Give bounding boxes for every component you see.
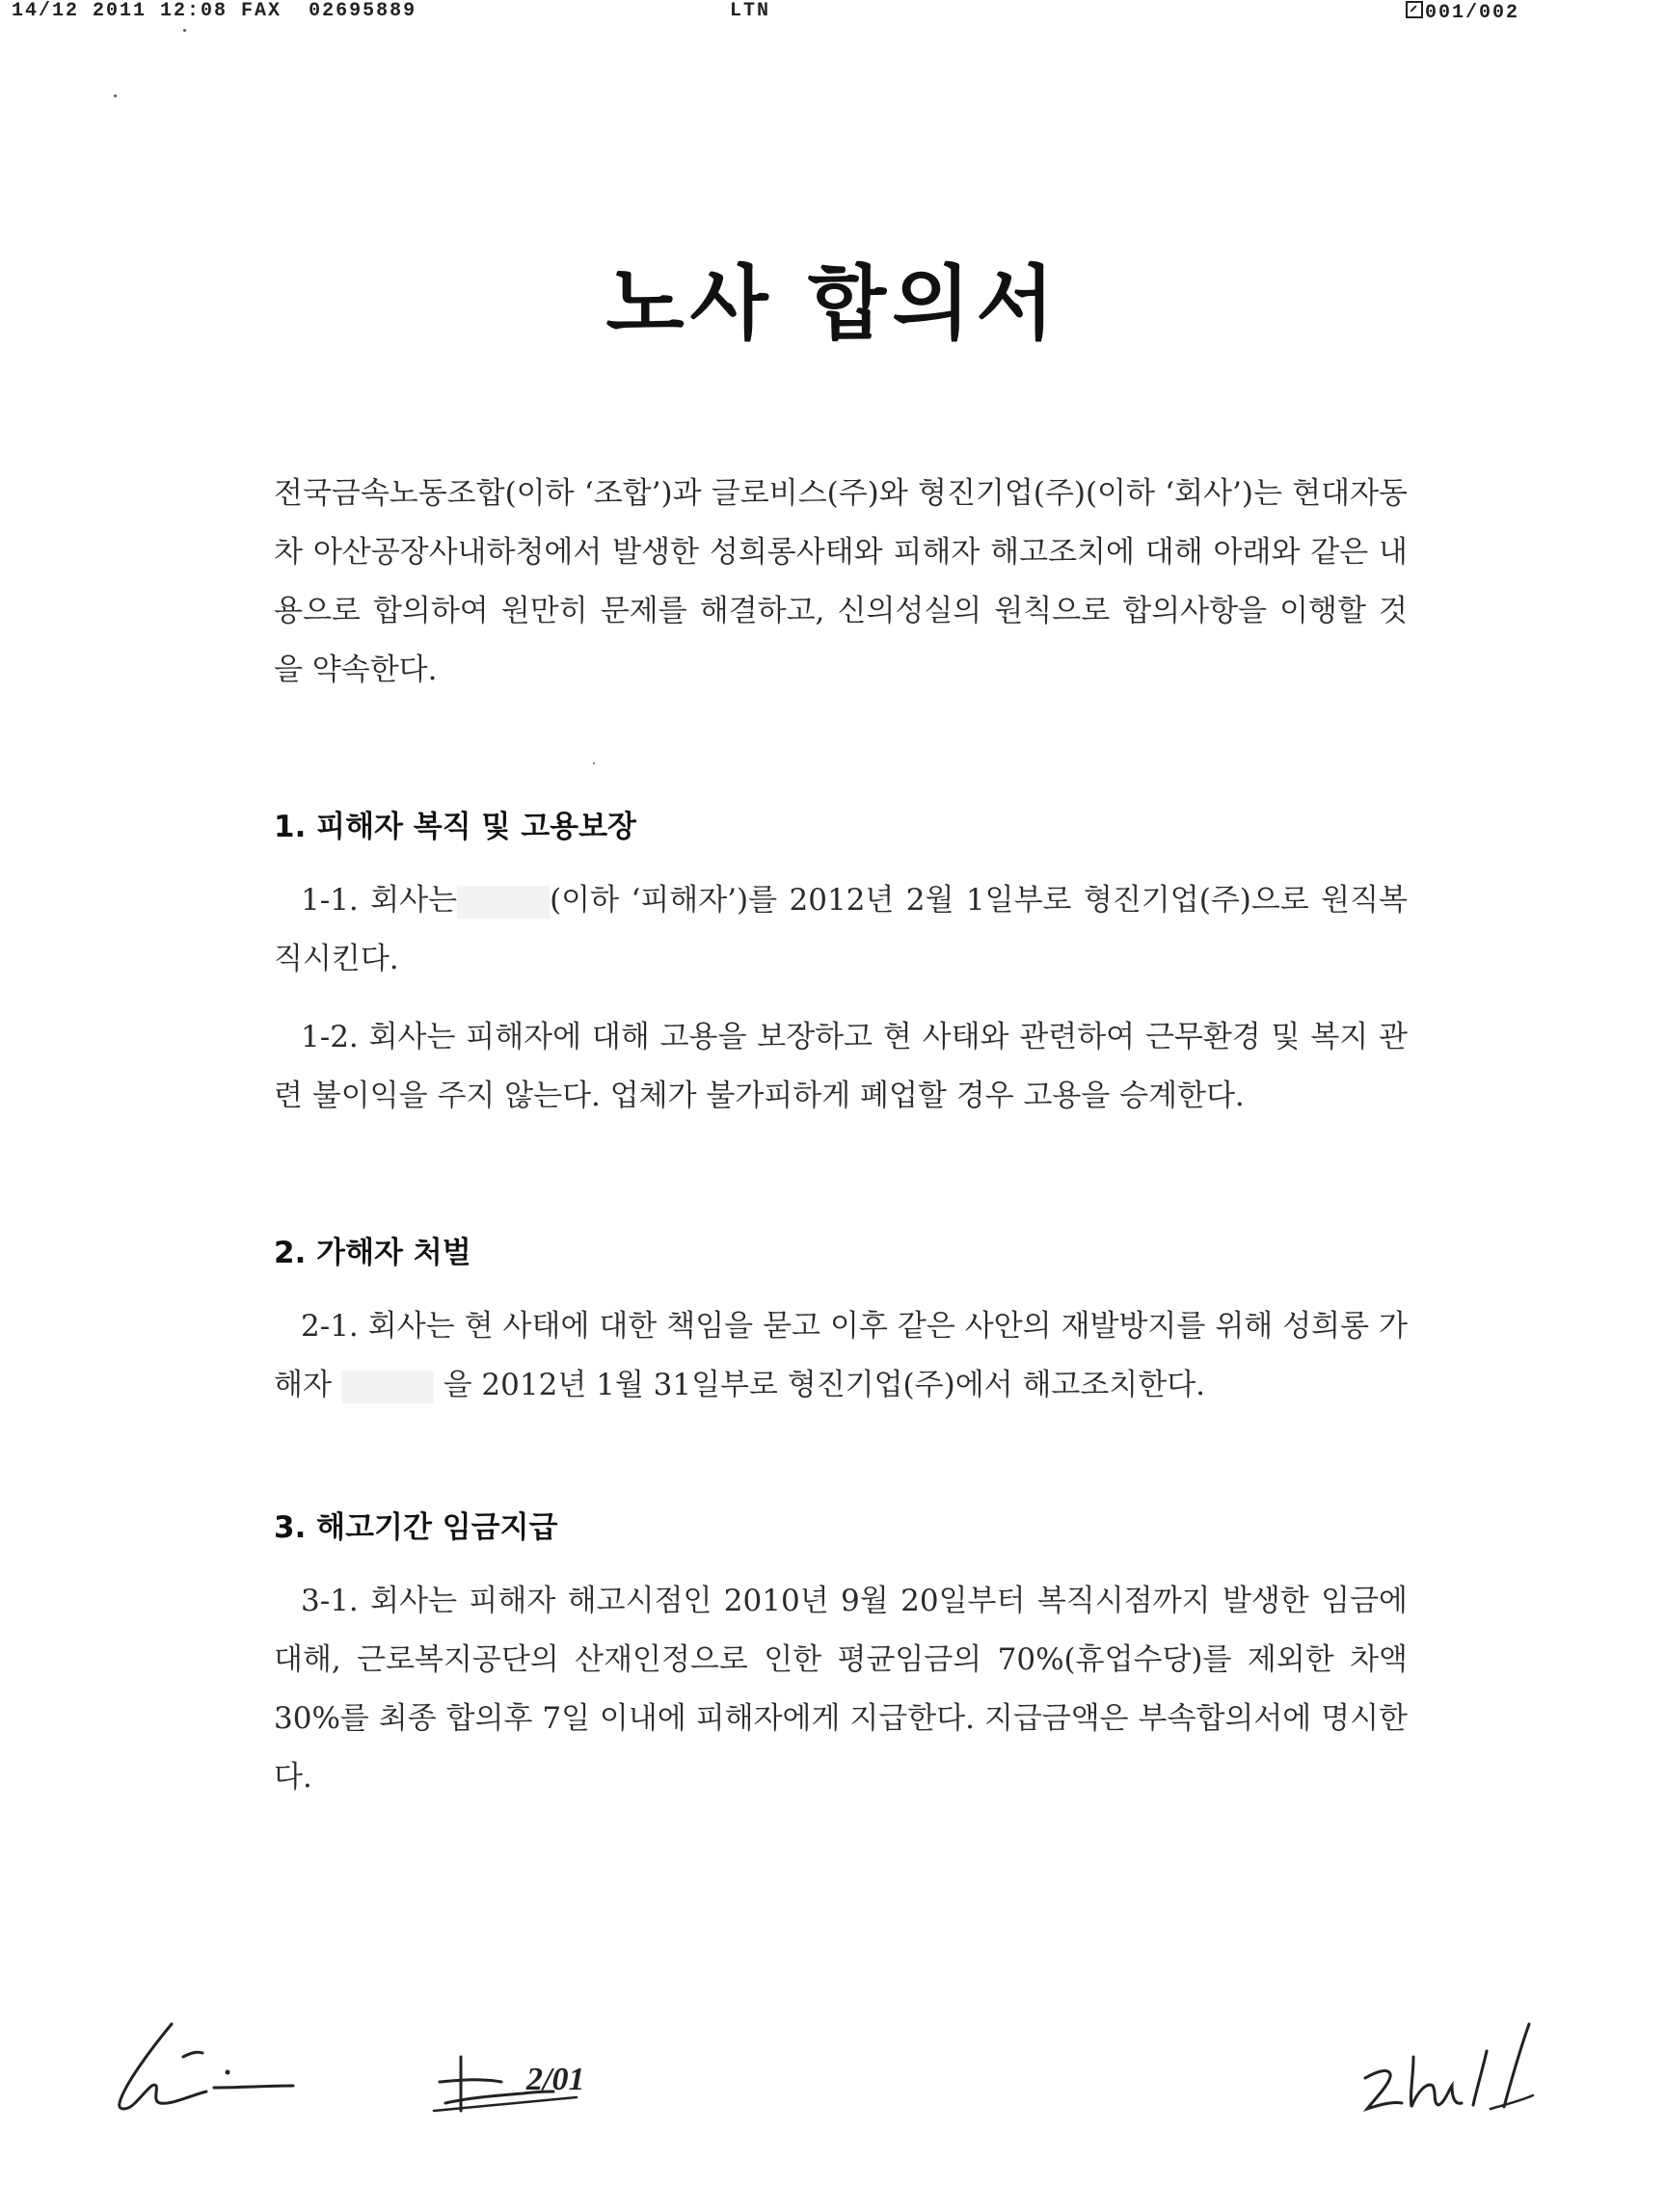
signature-middle-text: 2/01 [526,2062,585,2097]
signature-right [1359,2018,1562,2124]
document-title: 노사 합의서 [605,256,1061,351]
fax-page-indicator [1406,0,1519,24]
section-wage-payment [274,1503,1408,1807]
intro-paragraph: 전국금속노동조합(이하 ‘조합’)과 글로비스(주)와 형진기업(주)(이하 ‘회사’)는 현대자동차 아산공장사내하청에서 발생한 성희롱사태와 피해자 해고조치에 대해 아래와 같은 내용으로 합의하여 원만히 문제를 해결하고, 신의성실의 원칙으로 합의사항을 이행할 것을 약속한다. [274,476,1408,687]
clause-1-2: 1-2. 회사는 피해자에 대해 고용을 보장하고 현 사태와 관련하여 근무환경 및 복지 관련 불이익을 주지 않는다. 업체가 불가피하게 폐업할 경우 고용을 승계한다. [274,1020,1408,1113]
clause-text: 을 2012년 1월 31일부로 형진기업(주)에서 해고조치한다. [443,1368,1205,1402]
fax-sender: LTN [730,0,771,22]
fax-number: 02695889 [309,0,417,22]
clause-2-1 [274,1297,1408,1415]
checkbox-icon [1406,1,1423,18]
fax-datetime-number [12,0,416,22]
clause-3-1: 3-1. 회사는 피해자 해고시점인 2010년 9월 20일부터 복직시점까지 발생한 임금에 대해, 근로복지공단의 산재인정으로 인한 평균임금의 70%(휴업수당)를 제외한 차액 30%를 최종 합의후 7일 이내에 피해자에게 지급한다. 지급금액은 부속합의서에 명시한다. [274,1584,1408,1795]
clause-text: (이하 ‘피해자’)를 2012년 2월 1일부로 형진기업(주)으로 원직복직시킨다. [274,883,1408,976]
section-heading: 2. 가해자 처벌 [274,1236,471,1270]
redacted-name [341,1371,434,1403]
clause-text: 2-1. 회사는 현 사태에 대한 책임을 묻고 이후 같은 사안의 재발방지를 위해 성희롱 가해자 [274,1309,1408,1402]
signature-middle [432,2047,644,2124]
fax-datetime: 14/12 2011 12:08 FAX [12,0,282,22]
signature-area [0,2005,1666,2159]
section-heading: 1. 피해자 복직 및 고용보장 [274,810,636,844]
redacted-name [457,886,550,919]
scan-speck [593,762,595,764]
section-perpetrator-punishment [274,1228,1408,1415]
document-body [274,465,1408,1795]
clause-1-1 [274,871,1408,989]
scan-speck [114,94,117,97]
scan-speck [183,29,186,32]
fax-page-number: 001/002 [1425,2,1520,24]
section-heading: 3. 해고기간 임금지급 [274,1510,558,1545]
section-reinstatement [274,802,1408,1126]
fax-header [0,0,1666,27]
clause-text: 1-1. 회사는 [301,883,458,918]
signature-left [114,2018,297,2115]
